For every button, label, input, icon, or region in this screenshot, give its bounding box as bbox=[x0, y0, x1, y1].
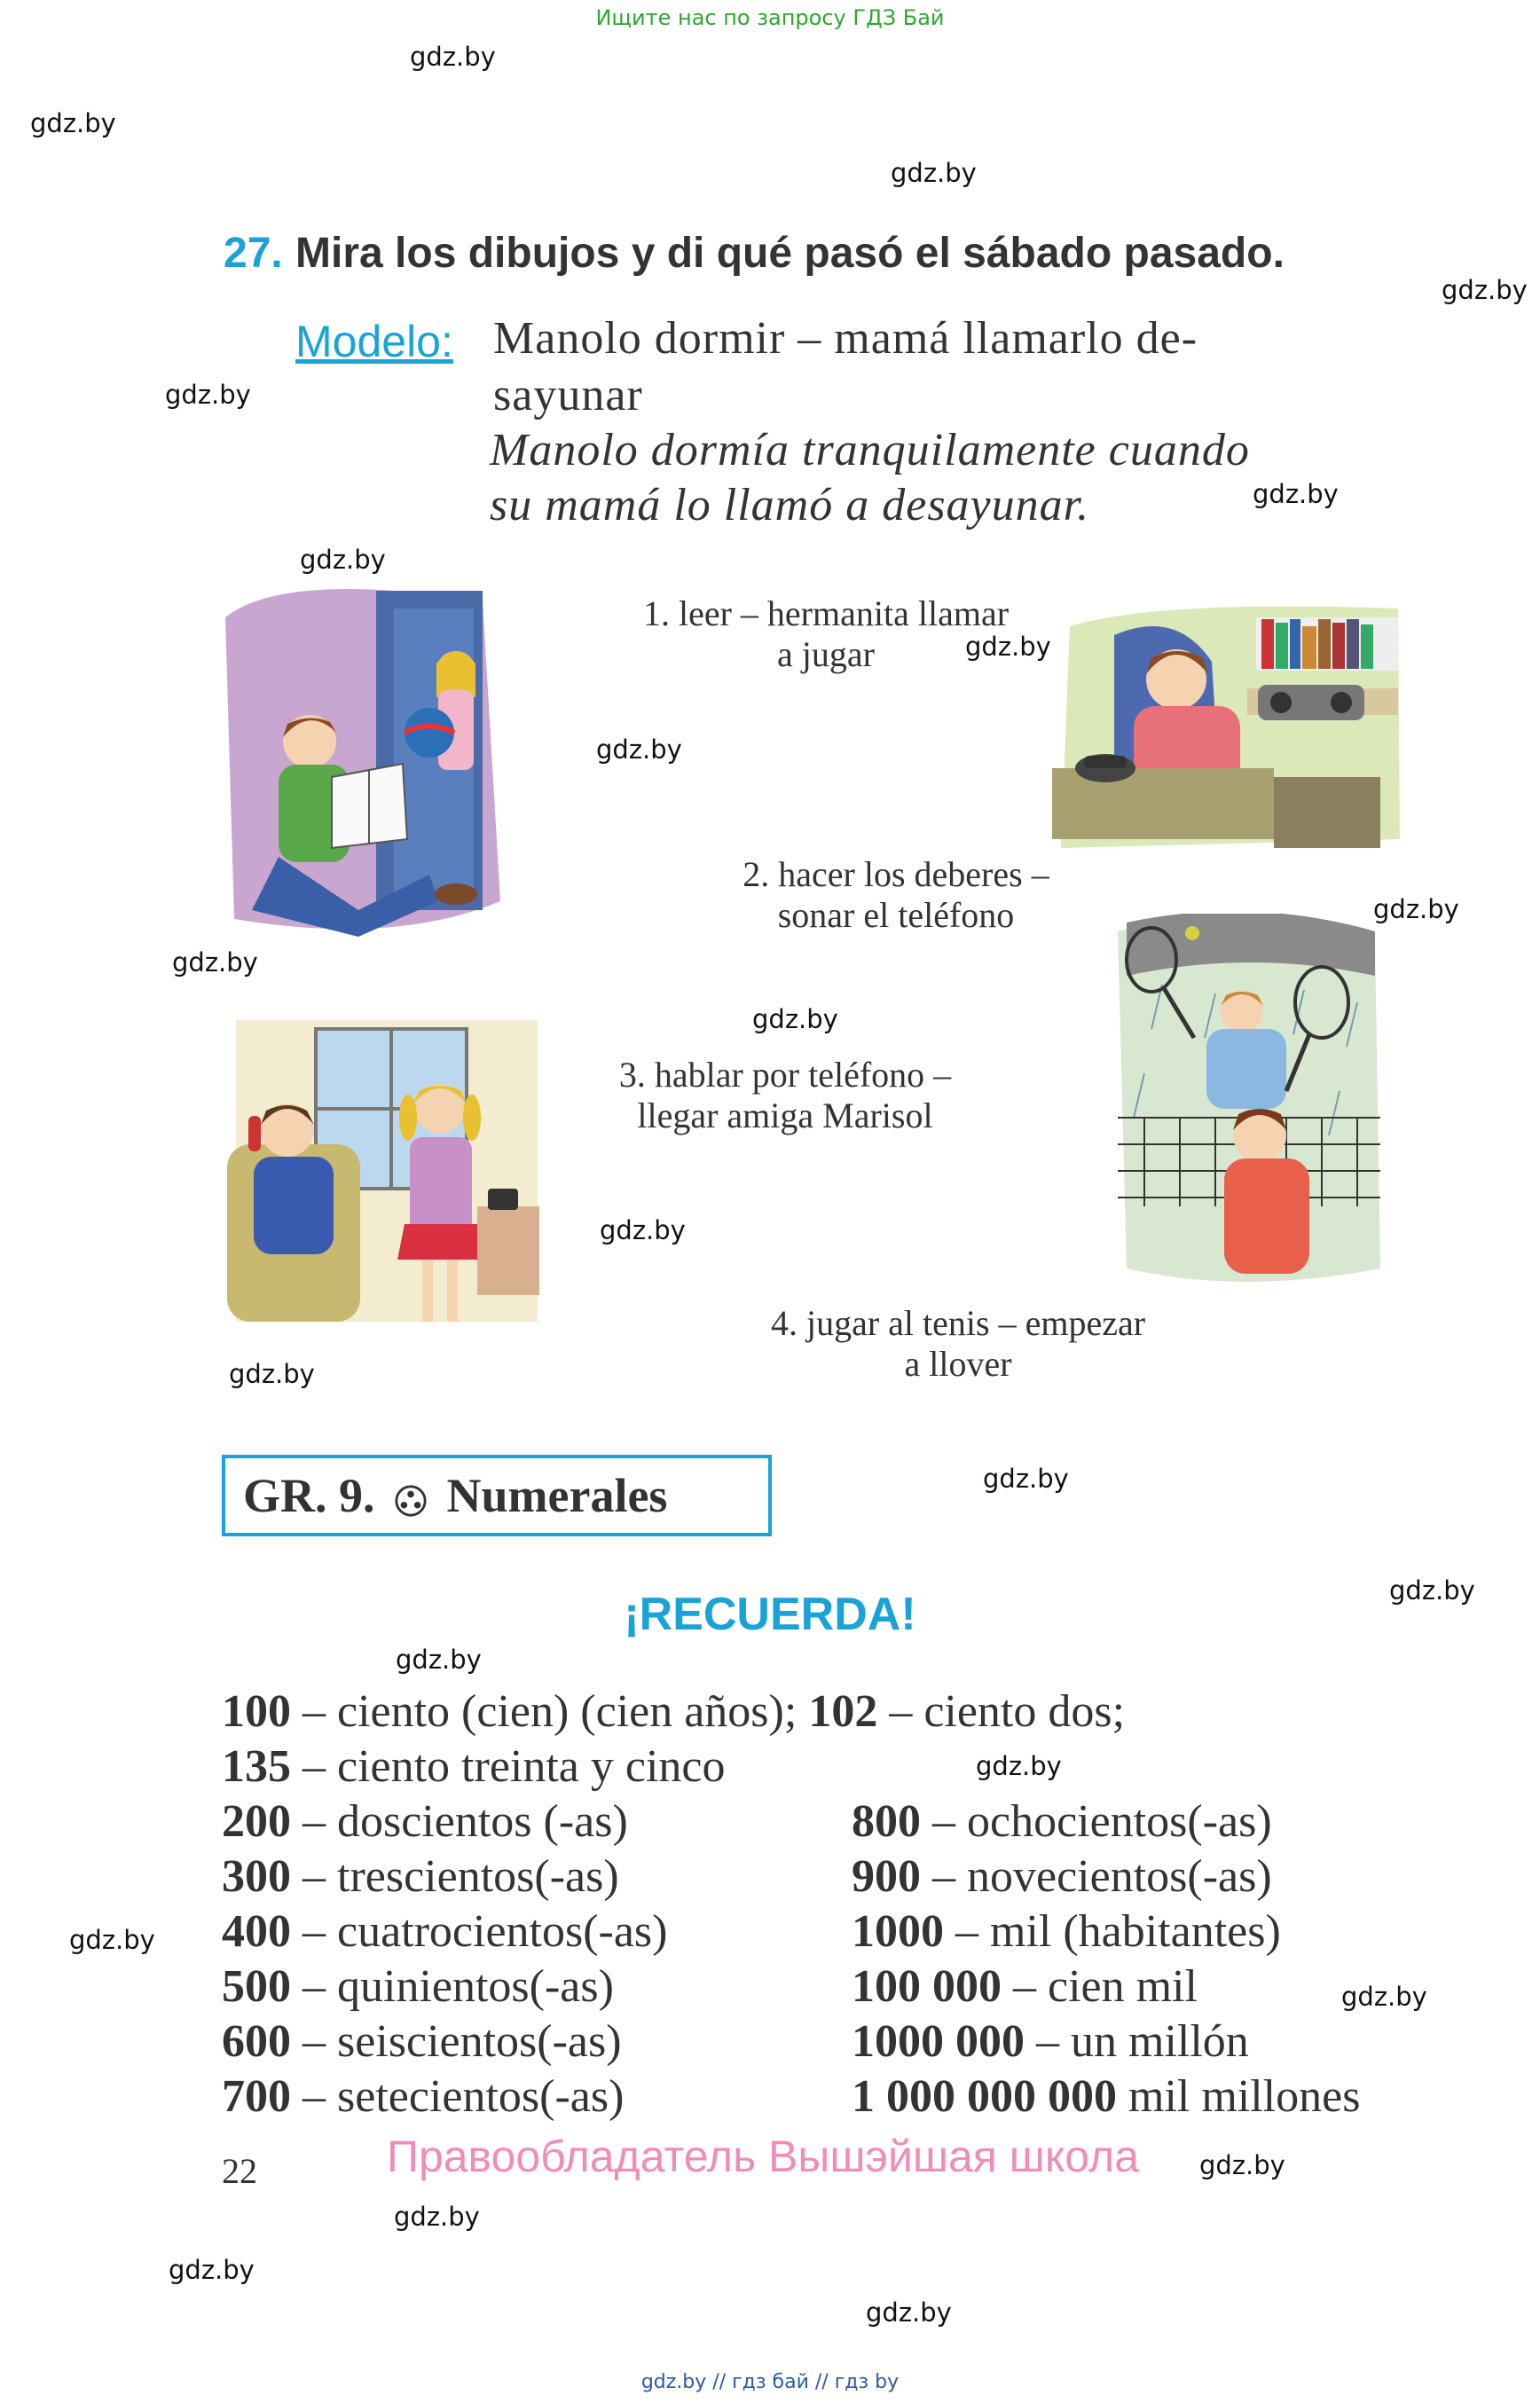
recuerda-heading: ¡RECUERDA! bbox=[624, 1589, 916, 1640]
prompt-line: 1. leer – hermanita llamar bbox=[642, 593, 1010, 633]
watermark: gdz.by bbox=[983, 1464, 1069, 1494]
prompt-line: 2. hacer los deberes – bbox=[742, 854, 1049, 894]
numeral: 600 bbox=[222, 2016, 291, 2067]
grammar-heading bbox=[243, 1468, 667, 1523]
numeral: 100 000 bbox=[852, 1961, 1002, 2012]
numeral: 300 bbox=[222, 1851, 291, 1902]
numeral-word: – doscientos (-as) bbox=[291, 1796, 628, 1847]
watermark: gdz.by bbox=[165, 380, 251, 410]
phone-call-illustration bbox=[218, 1011, 555, 1348]
numeral: 1 000 000 000 bbox=[852, 2071, 1117, 2122]
watermark: gdz.by bbox=[169, 2255, 255, 2285]
watermark: gdz.by bbox=[1253, 479, 1339, 509]
numeral-line bbox=[222, 2070, 624, 2123]
exercise-number: 27. bbox=[224, 230, 283, 277]
numeral-word: – cien mil bbox=[1002, 1961, 1198, 2012]
numeral-line bbox=[852, 2070, 1360, 2123]
watermark: gdz.by bbox=[69, 1925, 155, 1955]
numeral-word: mil millones bbox=[1117, 2071, 1361, 2122]
numeral: 135 bbox=[222, 1741, 291, 1792]
numeral-word: – ciento (cien) (cien años); bbox=[291, 1686, 809, 1737]
prompt-line: sonar el teléfono bbox=[777, 895, 1015, 935]
numeral-word: – novecientos(-as) bbox=[921, 1851, 1272, 1902]
prompt-line: a llover bbox=[904, 1344, 1012, 1384]
watermark: gdz.by bbox=[396, 1645, 482, 1675]
watermark: gdz.by bbox=[891, 158, 977, 188]
reading-boy-illustration bbox=[216, 564, 509, 954]
homework-boy-illustration bbox=[1052, 600, 1403, 857]
footer-links[interactable]: gdz.by // гдз бай // гдз by bbox=[640, 2371, 900, 2393]
grammar-reference-icon bbox=[394, 1484, 428, 1518]
exercise-title: Mira los dibujos y di qué pasó el sábado pasado. bbox=[295, 230, 1285, 277]
watermark: gdz.by bbox=[596, 734, 682, 765]
numeral-line bbox=[222, 1850, 619, 1903]
copyright-notice: Правообладатель Вышэйшая школа bbox=[387, 2132, 1139, 2181]
numeral: 1000 000 bbox=[852, 2016, 1025, 2067]
watermark: gdz.by bbox=[394, 2202, 480, 2232]
model-line: sayunar bbox=[493, 370, 643, 420]
grammar-title: Numerales bbox=[446, 1469, 668, 1522]
numeral: 800 bbox=[852, 1796, 921, 1847]
tennis-rain-illustration bbox=[1109, 914, 1389, 1286]
watermark: gdz.by bbox=[752, 1004, 838, 1034]
watermark: gdz.by bbox=[1341, 1982, 1427, 2012]
numeral-word: – mil (habitantes) bbox=[944, 1906, 1281, 1957]
watermark: gdz.by bbox=[229, 1359, 315, 1389]
numeral-line bbox=[222, 1740, 725, 1793]
search-hint: Ищите нас по запросу ГДЗ Бай bbox=[595, 5, 945, 30]
watermark: gdz.by bbox=[1389, 1575, 1475, 1606]
numeral: 700 bbox=[222, 2071, 291, 2122]
numeral-word: – ciento dos; bbox=[877, 1686, 1126, 1737]
numeral-word: – un millón bbox=[1025, 2016, 1249, 2067]
watermark: gdz.by bbox=[172, 947, 258, 978]
numeral-line bbox=[852, 1960, 1198, 2013]
model-label: Modelo: bbox=[295, 317, 453, 366]
prompt-line: llegar amiga Marisol bbox=[637, 1095, 933, 1135]
model-line: Manolo dormir – mamá llamarlo de- bbox=[493, 313, 1198, 364]
numeral: 500 bbox=[222, 1961, 291, 2012]
numeral-line bbox=[852, 1795, 1272, 1848]
numeral-word: – trescientos(-as) bbox=[291, 1851, 619, 1902]
numeral: 102 bbox=[808, 1686, 878, 1737]
numeral-line bbox=[222, 1960, 614, 2013]
numeral: 100 bbox=[222, 1686, 291, 1737]
numeral-line bbox=[852, 2015, 1249, 2068]
prompt-line: 3. hablar por teléfono – bbox=[618, 1055, 952, 1095]
prompt-line: a jugar bbox=[777, 634, 875, 674]
grammar-label: GR. 9. bbox=[243, 1469, 375, 1522]
numeral-line bbox=[222, 1795, 628, 1848]
watermark: gdz.by bbox=[300, 545, 386, 575]
numeral-line bbox=[222, 1905, 667, 1958]
watermark: gdz.by bbox=[1373, 894, 1459, 924]
numeral-line bbox=[222, 1685, 1125, 1738]
numeral: 1000 bbox=[852, 1906, 944, 1957]
numeral-word: – seiscientos(-as) bbox=[291, 2016, 622, 2067]
watermark: gdz.by bbox=[410, 42, 496, 72]
watermark: gdz.by bbox=[30, 108, 116, 138]
watermark: gdz.by bbox=[1442, 275, 1528, 305]
numeral: 900 bbox=[852, 1851, 921, 1902]
page-number: 22 bbox=[222, 2151, 257, 2191]
watermark: gdz.by bbox=[976, 1751, 1062, 1781]
watermark: gdz.by bbox=[600, 1215, 686, 1245]
model-answer: Manolo dormía tranquilamente cuando bbox=[490, 425, 1250, 475]
model-answer: su mamá lo llamó a desayunar. bbox=[490, 480, 1090, 530]
numeral-word: – setecientos(-as) bbox=[291, 2071, 625, 2122]
numeral-word: – cuatrocientos(-as) bbox=[291, 1906, 668, 1957]
numeral: 200 bbox=[222, 1796, 291, 1847]
numeral-word: – quinientos(-as) bbox=[291, 1961, 614, 2012]
numeral-line bbox=[222, 2015, 622, 2068]
numeral-word: – ochocientos(-as) bbox=[921, 1796, 1272, 1847]
numeral-line bbox=[852, 1905, 1281, 1958]
watermark: gdz.by bbox=[1199, 2150, 1285, 2180]
numeral-word: – ciento treinta y cinco bbox=[291, 1741, 726, 1792]
watermark: gdz.by bbox=[866, 2297, 952, 2328]
watermark: gdz.by bbox=[965, 632, 1051, 662]
prompt-line: 4. jugar al tenis – empezar bbox=[770, 1303, 1146, 1343]
numeral: 400 bbox=[222, 1906, 291, 1957]
numeral-line bbox=[852, 1850, 1272, 1903]
